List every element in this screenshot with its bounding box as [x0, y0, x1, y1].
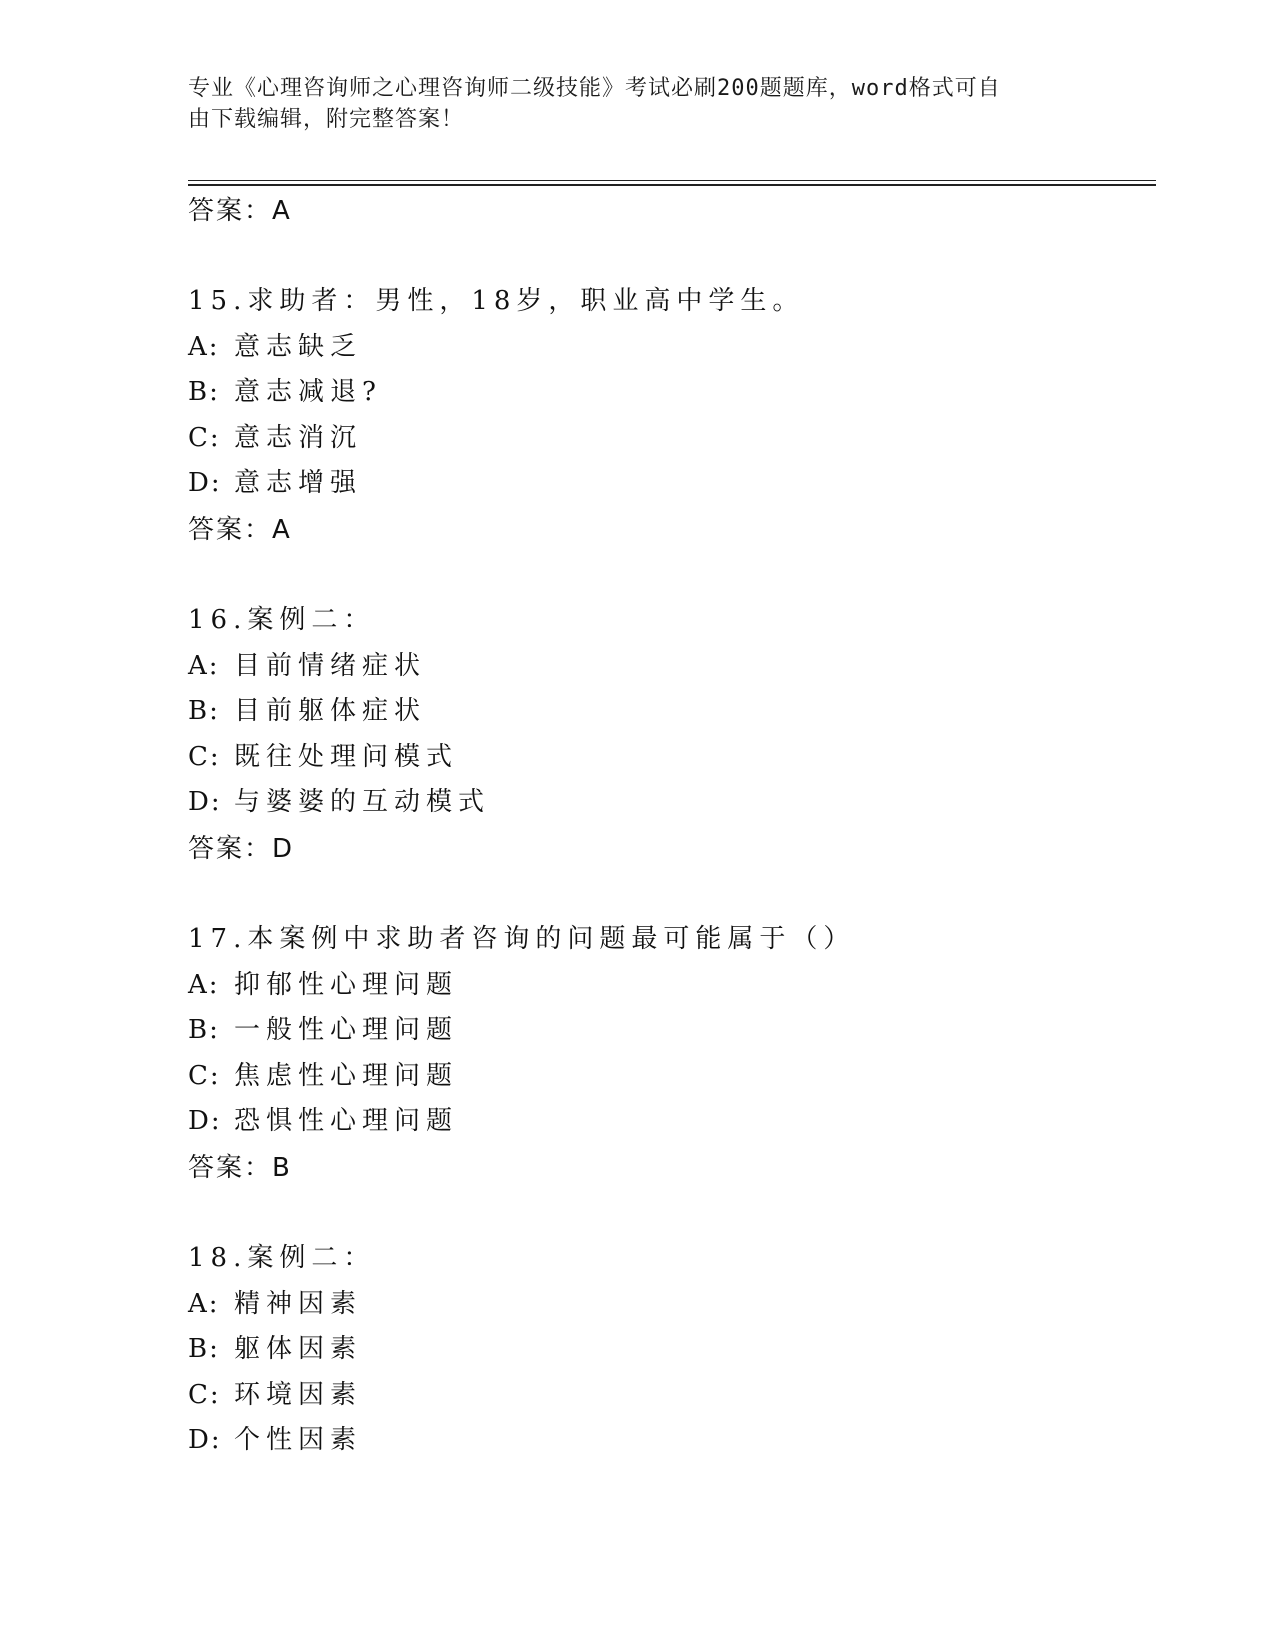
header-divider-thick	[188, 184, 1156, 186]
option-key: C:	[188, 1379, 221, 1410]
option-c	[188, 1373, 1148, 1419]
option-text: 意志缺乏	[234, 331, 363, 362]
option-key: D:	[188, 1425, 222, 1456]
question-17	[188, 917, 1148, 1191]
header-line-1: 专业《心理咨询师之心理咨询师二级技能》考试必刷200题题库，word格式可自	[188, 76, 1001, 101]
option-text: 焦虑性心理问题	[234, 1060, 459, 1091]
option-text: 意志消沉	[234, 422, 363, 453]
option-text: 抑郁性心理问题	[234, 969, 459, 1000]
option-key: C:	[188, 1060, 221, 1091]
question-stem: 17.本案例中求助者咨询的问题最可能属于（）	[188, 923, 856, 954]
option-d	[188, 780, 1148, 826]
option-b	[188, 1327, 1148, 1373]
option-key: A:	[188, 1288, 220, 1319]
option-key: D:	[188, 1106, 222, 1137]
answer-line: 答案：A	[188, 514, 292, 545]
option-a	[188, 644, 1148, 690]
question-15	[188, 279, 1148, 553]
option-key: B:	[188, 1015, 220, 1046]
option-text: 意志增强	[234, 468, 363, 499]
option-text: 意志减退?	[234, 377, 382, 408]
option-key: C:	[188, 741, 221, 772]
option-c	[188, 735, 1148, 781]
option-text: 目前躯体症状	[234, 696, 427, 727]
question-16	[188, 598, 1148, 872]
answer-line: 答案：D	[188, 833, 295, 864]
option-key: C:	[188, 422, 221, 453]
option-text: 一般性心理问题	[234, 1015, 459, 1046]
question-list	[188, 188, 1148, 1464]
option-a	[188, 325, 1148, 371]
option-a	[188, 1282, 1148, 1328]
option-b	[188, 370, 1148, 416]
option-key: B:	[188, 1334, 220, 1365]
option-text: 环境因素	[234, 1379, 363, 1410]
option-d	[188, 1418, 1148, 1464]
option-key: B:	[188, 377, 220, 408]
option-text: 目前情绪症状	[234, 650, 427, 681]
option-text: 个性因素	[234, 1425, 363, 1456]
question-stem: 18.案例二：	[188, 1242, 376, 1273]
option-c	[188, 416, 1148, 462]
option-key: A:	[188, 969, 220, 1000]
option-key: B:	[188, 696, 220, 727]
option-text: 与婆婆的互动模式	[234, 787, 491, 818]
option-key: D:	[188, 787, 222, 818]
option-text: 躯体因素	[234, 1334, 363, 1365]
option-text: 既往处理问模式	[234, 741, 459, 772]
option-b	[188, 1008, 1148, 1054]
option-text: 恐惧性心理问题	[234, 1106, 459, 1137]
option-key: A:	[188, 331, 220, 362]
question-18	[188, 1236, 1148, 1464]
option-d	[188, 461, 1148, 507]
option-key: A:	[188, 650, 220, 681]
option-key: D:	[188, 468, 222, 499]
question-stem: 15.求助者：男性，18岁，职业高中学生。	[188, 286, 805, 316]
document-header	[188, 73, 1068, 135]
option-a	[188, 963, 1148, 1009]
header-divider-thin	[188, 180, 1156, 181]
header-line-2: 由下载编辑，附完整答案！	[188, 107, 465, 132]
answer-line: 答案：A	[188, 196, 292, 226]
option-c	[188, 1054, 1148, 1100]
option-text: 精神因素	[234, 1288, 363, 1319]
option-d	[188, 1099, 1148, 1145]
option-b	[188, 689, 1148, 735]
question-stem: 16.案例二：	[188, 604, 376, 635]
answer-line: 答案：B	[188, 1152, 292, 1183]
